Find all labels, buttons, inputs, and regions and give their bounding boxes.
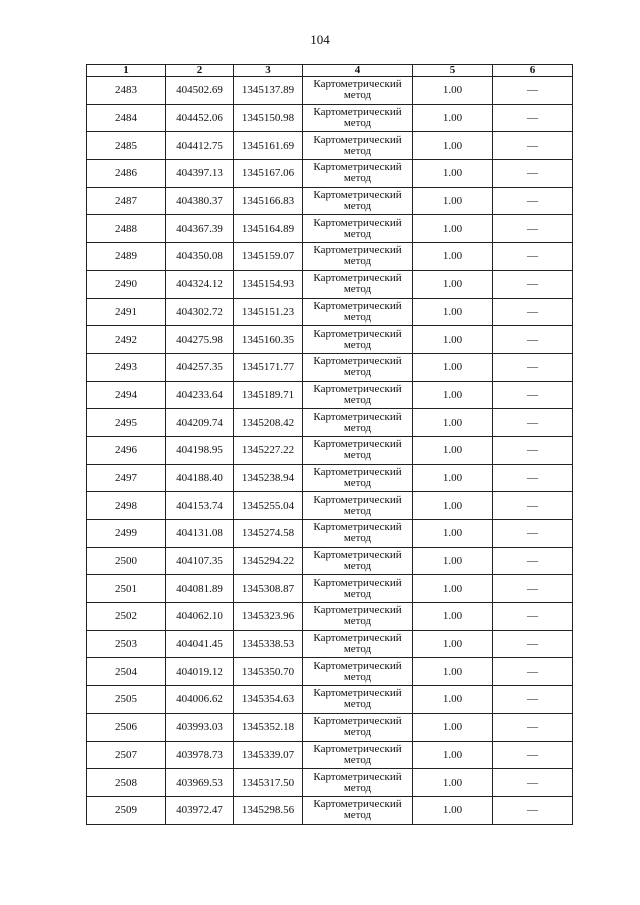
y-coordinate-cell: 1345208.42: [234, 409, 303, 437]
point-number-cell: 2491: [87, 298, 166, 326]
table-row: [87, 298, 573, 326]
x-coordinate-cell: 404367.39: [166, 215, 234, 243]
method-cell: [303, 713, 413, 741]
accuracy-cell: 1.00: [413, 796, 493, 824]
table-row: [87, 575, 573, 603]
point-number-cell: 2505: [87, 686, 166, 714]
x-coordinate-cell: 404107.35: [166, 547, 234, 575]
accuracy-cell: 1.00: [413, 630, 493, 658]
point-number-cell: 2499: [87, 520, 166, 548]
accuracy-cell: 1.00: [413, 547, 493, 575]
page-number: 104: [310, 32, 330, 47]
note-cell: —: [493, 381, 573, 409]
header-cell-6: 6: [493, 65, 573, 77]
method-line-1: Картометрический: [313, 355, 402, 368]
note-cell: —: [493, 298, 573, 326]
method-line-1: Картометрический: [313, 493, 402, 506]
y-coordinate-cell: 1345308.87: [234, 575, 303, 603]
method-line-1: Картометрический: [313, 410, 402, 423]
note-cell: —: [493, 187, 573, 215]
y-coordinate-cell: 1345159.07: [234, 243, 303, 271]
y-coordinate-cell: 1345317.50: [234, 769, 303, 797]
method-line-2: метод: [343, 283, 372, 296]
x-coordinate-cell: 404209.74: [166, 409, 234, 437]
table-row: [87, 464, 573, 492]
y-coordinate-cell: 1345238.94: [234, 464, 303, 492]
point-number-cell: 2496: [87, 436, 166, 464]
method-line-2: метод: [343, 615, 372, 628]
note-cell: —: [493, 160, 573, 188]
table-row: [87, 326, 573, 354]
method-line-2: метод: [343, 504, 372, 517]
point-number-cell: 2498: [87, 492, 166, 520]
accuracy-cell: 1.00: [413, 132, 493, 160]
table-row: [87, 713, 573, 741]
y-coordinate-cell: 1345255.04: [234, 492, 303, 520]
accuracy-cell: 1.00: [413, 603, 493, 631]
point-number-cell: 2508: [87, 769, 166, 797]
y-coordinate-cell: 1345160.35: [234, 326, 303, 354]
method-line-2: метод: [343, 117, 372, 130]
method-line-1: Картометрический: [313, 244, 402, 257]
method-line-1: Картометрический: [313, 438, 402, 451]
method-line-1: Картометрический: [313, 78, 402, 91]
table-row: [87, 132, 573, 160]
method-cell: [303, 298, 413, 326]
table-row: [87, 270, 573, 298]
accuracy-cell: 1.00: [413, 215, 493, 243]
note-cell: —: [493, 353, 573, 381]
point-number-cell: 2501: [87, 575, 166, 603]
method-line-2: метод: [343, 255, 372, 268]
method-cell: [303, 686, 413, 714]
method-line-1: Картометрический: [313, 327, 402, 340]
note-cell: —: [493, 520, 573, 548]
table-row: [87, 547, 573, 575]
method-cell: [303, 769, 413, 797]
x-coordinate-cell: 404233.64: [166, 381, 234, 409]
y-coordinate-cell: 1345167.06: [234, 160, 303, 188]
method-line-1: Картометрический: [313, 798, 402, 811]
point-number-cell: 2507: [87, 741, 166, 769]
note-cell: —: [493, 243, 573, 271]
table-row: [87, 215, 573, 243]
y-coordinate-cell: 1345352.18: [234, 713, 303, 741]
point-number-cell: 2486: [87, 160, 166, 188]
point-number-cell: 2502: [87, 603, 166, 631]
accuracy-cell: 1.00: [413, 298, 493, 326]
accuracy-cell: 1.00: [413, 243, 493, 271]
note-cell: —: [493, 215, 573, 243]
accuracy-cell: 1.00: [413, 713, 493, 741]
method-line-1: Картометрический: [313, 272, 402, 285]
method-line-2: метод: [343, 310, 372, 323]
point-number-cell: 2494: [87, 381, 166, 409]
table-row: [87, 769, 573, 797]
method-line-1: Картометрический: [313, 521, 402, 534]
point-number-cell: 2485: [87, 132, 166, 160]
method-cell: [303, 132, 413, 160]
note-cell: —: [493, 77, 573, 105]
x-coordinate-cell: 404302.72: [166, 298, 234, 326]
accuracy-cell: 1.00: [413, 686, 493, 714]
header-cell-4: 4: [303, 65, 413, 77]
accuracy-cell: 1.00: [413, 575, 493, 603]
method-line-2: метод: [343, 227, 372, 240]
point-number-cell: 2509: [87, 796, 166, 824]
table-row: [87, 686, 573, 714]
x-coordinate-cell: 404257.35: [166, 353, 234, 381]
y-coordinate-cell: 1345323.96: [234, 603, 303, 631]
point-number-cell: 2484: [87, 104, 166, 132]
method-line-2: метод: [343, 809, 372, 822]
x-coordinate-cell: 404412.75: [166, 132, 234, 160]
y-coordinate-cell: 1345338.53: [234, 630, 303, 658]
method-line-2: метод: [343, 587, 372, 600]
note-cell: —: [493, 741, 573, 769]
y-coordinate-cell: 1345354.63: [234, 686, 303, 714]
note-cell: —: [493, 409, 573, 437]
x-coordinate-cell: 403993.03: [166, 713, 234, 741]
table-row: [87, 409, 573, 437]
accuracy-cell: 1.00: [413, 436, 493, 464]
method-line-2: метод: [343, 643, 372, 656]
method-line-1: Картометрический: [313, 465, 402, 478]
method-line-1: Картометрический: [313, 161, 402, 174]
note-cell: —: [493, 436, 573, 464]
method-line-1: Картометрический: [313, 189, 402, 202]
method-cell: [303, 187, 413, 215]
method-cell: [303, 243, 413, 271]
method-cell: [303, 353, 413, 381]
point-number-cell: 2488: [87, 215, 166, 243]
note-cell: —: [493, 326, 573, 354]
y-coordinate-cell: 1345171.77: [234, 353, 303, 381]
accuracy-cell: 1.00: [413, 769, 493, 797]
header-cell-2: 2: [166, 65, 234, 77]
note-cell: —: [493, 464, 573, 492]
x-coordinate-cell: 404350.08: [166, 243, 234, 271]
method-line-1: Картометрический: [313, 106, 402, 119]
method-cell: [303, 381, 413, 409]
method-line-2: метод: [343, 393, 372, 406]
method-line-1: Картометрический: [313, 632, 402, 645]
table-row: [87, 741, 573, 769]
table-row: [87, 796, 573, 824]
accuracy-cell: 1.00: [413, 77, 493, 105]
point-number-cell: 2506: [87, 713, 166, 741]
x-coordinate-cell: 404062.10: [166, 603, 234, 631]
x-coordinate-cell: 404019.12: [166, 658, 234, 686]
method-cell: [303, 464, 413, 492]
accuracy-cell: 1.00: [413, 520, 493, 548]
x-coordinate-cell: 404153.74: [166, 492, 234, 520]
note-cell: —: [493, 630, 573, 658]
table-row: [87, 436, 573, 464]
coordinates-table: [86, 64, 573, 825]
method-line-1: Картометрический: [313, 133, 402, 146]
method-line-1: Картометрический: [313, 549, 402, 562]
point-number-cell: 2483: [87, 77, 166, 105]
y-coordinate-cell: 1345154.93: [234, 270, 303, 298]
method-cell: [303, 796, 413, 824]
method-line-1: Картометрический: [313, 687, 402, 700]
method-line-2: метод: [343, 144, 372, 157]
method-line-2: метод: [343, 560, 372, 573]
table-row: [87, 104, 573, 132]
method-line-2: метод: [343, 476, 372, 489]
accuracy-cell: 1.00: [413, 326, 493, 354]
method-line-2: метод: [343, 449, 372, 462]
x-coordinate-cell: 404324.12: [166, 270, 234, 298]
x-coordinate-cell: 404041.45: [166, 630, 234, 658]
header-cell-5: 5: [413, 65, 493, 77]
method-line-1: Картометрический: [313, 299, 402, 312]
method-line-2: метод: [343, 338, 372, 351]
note-cell: —: [493, 547, 573, 575]
table-row: [87, 353, 573, 381]
method-line-2: метод: [343, 670, 372, 683]
x-coordinate-cell: 403978.73: [166, 741, 234, 769]
note-cell: —: [493, 132, 573, 160]
table-row: [87, 492, 573, 520]
y-coordinate-cell: 1345294.22: [234, 547, 303, 575]
y-coordinate-cell: 1345137.89: [234, 77, 303, 105]
method-line-1: Картометрический: [313, 216, 402, 229]
x-coordinate-cell: 404380.37: [166, 187, 234, 215]
note-cell: —: [493, 575, 573, 603]
method-cell: [303, 547, 413, 575]
point-number-cell: 2495: [87, 409, 166, 437]
y-coordinate-cell: 1345189.71: [234, 381, 303, 409]
accuracy-cell: 1.00: [413, 492, 493, 520]
table-row: [87, 603, 573, 631]
accuracy-cell: 1.00: [413, 741, 493, 769]
method-cell: [303, 326, 413, 354]
method-line-1: Картометрический: [313, 715, 402, 728]
method-line-2: метод: [343, 200, 372, 213]
point-number-cell: 2487: [87, 187, 166, 215]
x-coordinate-cell: 404131.08: [166, 520, 234, 548]
x-coordinate-cell: 404188.40: [166, 464, 234, 492]
note-cell: —: [493, 686, 573, 714]
method-line-2: метод: [343, 726, 372, 739]
method-line-2: метод: [343, 172, 372, 185]
note-cell: —: [493, 769, 573, 797]
table-row: [87, 160, 573, 188]
y-coordinate-cell: 1345227.22: [234, 436, 303, 464]
accuracy-cell: 1.00: [413, 658, 493, 686]
table-row: [87, 243, 573, 271]
method-cell: [303, 77, 413, 105]
method-cell: [303, 270, 413, 298]
method-cell: [303, 492, 413, 520]
note-cell: —: [493, 713, 573, 741]
header-cell-1: 1: [87, 65, 166, 77]
accuracy-cell: 1.00: [413, 353, 493, 381]
accuracy-cell: 1.00: [413, 187, 493, 215]
x-coordinate-cell: 403972.47: [166, 796, 234, 824]
method-line-1: Картометрический: [313, 770, 402, 783]
x-coordinate-cell: 404275.98: [166, 326, 234, 354]
note-cell: —: [493, 603, 573, 631]
y-coordinate-cell: 1345339.07: [234, 741, 303, 769]
x-coordinate-cell: 404502.69: [166, 77, 234, 105]
note-cell: —: [493, 492, 573, 520]
table-row: [87, 77, 573, 105]
method-line-2: метод: [343, 781, 372, 794]
method-cell: [303, 215, 413, 243]
note-cell: —: [493, 104, 573, 132]
point-number-cell: 2497: [87, 464, 166, 492]
method-cell: [303, 160, 413, 188]
accuracy-cell: 1.00: [413, 409, 493, 437]
accuracy-cell: 1.00: [413, 104, 493, 132]
y-coordinate-cell: 1345164.89: [234, 215, 303, 243]
note-cell: —: [493, 796, 573, 824]
method-line-2: метод: [343, 421, 372, 434]
method-line-1: Картометрический: [313, 604, 402, 617]
method-line-2: метод: [343, 532, 372, 545]
note-cell: —: [493, 270, 573, 298]
method-cell: [303, 658, 413, 686]
header-row: [87, 65, 573, 77]
method-line-1: Картометрический: [313, 659, 402, 672]
accuracy-cell: 1.00: [413, 160, 493, 188]
accuracy-cell: 1.00: [413, 381, 493, 409]
point-number-cell: 2493: [87, 353, 166, 381]
header-cell-3: 3: [234, 65, 303, 77]
table-body: [87, 77, 573, 825]
table-row: [87, 381, 573, 409]
table-row: [87, 630, 573, 658]
point-number-cell: 2503: [87, 630, 166, 658]
x-coordinate-cell: 404006.62: [166, 686, 234, 714]
method-cell: [303, 603, 413, 631]
x-coordinate-cell: 404397.13: [166, 160, 234, 188]
x-coordinate-cell: 403969.53: [166, 769, 234, 797]
accuracy-cell: 1.00: [413, 464, 493, 492]
method-cell: [303, 436, 413, 464]
y-coordinate-cell: 1345166.83: [234, 187, 303, 215]
method-line-1: Картометрический: [313, 382, 402, 395]
method-line-1: Картометрический: [313, 742, 402, 755]
method-cell: [303, 741, 413, 769]
y-coordinate-cell: 1345161.69: [234, 132, 303, 160]
table-row: [87, 658, 573, 686]
method-line-2: метод: [343, 698, 372, 711]
method-cell: [303, 575, 413, 603]
x-coordinate-cell: 404081.89: [166, 575, 234, 603]
accuracy-cell: 1.00: [413, 270, 493, 298]
method-line-1: Картометрический: [313, 576, 402, 589]
method-line-2: метод: [343, 366, 372, 379]
method-cell: [303, 409, 413, 437]
method-line-2: метод: [343, 89, 372, 102]
point-number-cell: 2490: [87, 270, 166, 298]
y-coordinate-cell: 1345350.70: [234, 658, 303, 686]
method-cell: [303, 630, 413, 658]
y-coordinate-cell: 1345150.98: [234, 104, 303, 132]
point-number-cell: 2504: [87, 658, 166, 686]
point-number-cell: 2492: [87, 326, 166, 354]
method-line-2: метод: [343, 753, 372, 766]
method-cell: [303, 520, 413, 548]
table-row: [87, 520, 573, 548]
note-cell: —: [493, 658, 573, 686]
y-coordinate-cell: 1345274.58: [234, 520, 303, 548]
method-cell: [303, 104, 413, 132]
x-coordinate-cell: 404452.06: [166, 104, 234, 132]
x-coordinate-cell: 404198.95: [166, 436, 234, 464]
table-row: [87, 187, 573, 215]
point-number-cell: 2500: [87, 547, 166, 575]
y-coordinate-cell: 1345151.23: [234, 298, 303, 326]
y-coordinate-cell: 1345298.56: [234, 796, 303, 824]
point-number-cell: 2489: [87, 243, 166, 271]
